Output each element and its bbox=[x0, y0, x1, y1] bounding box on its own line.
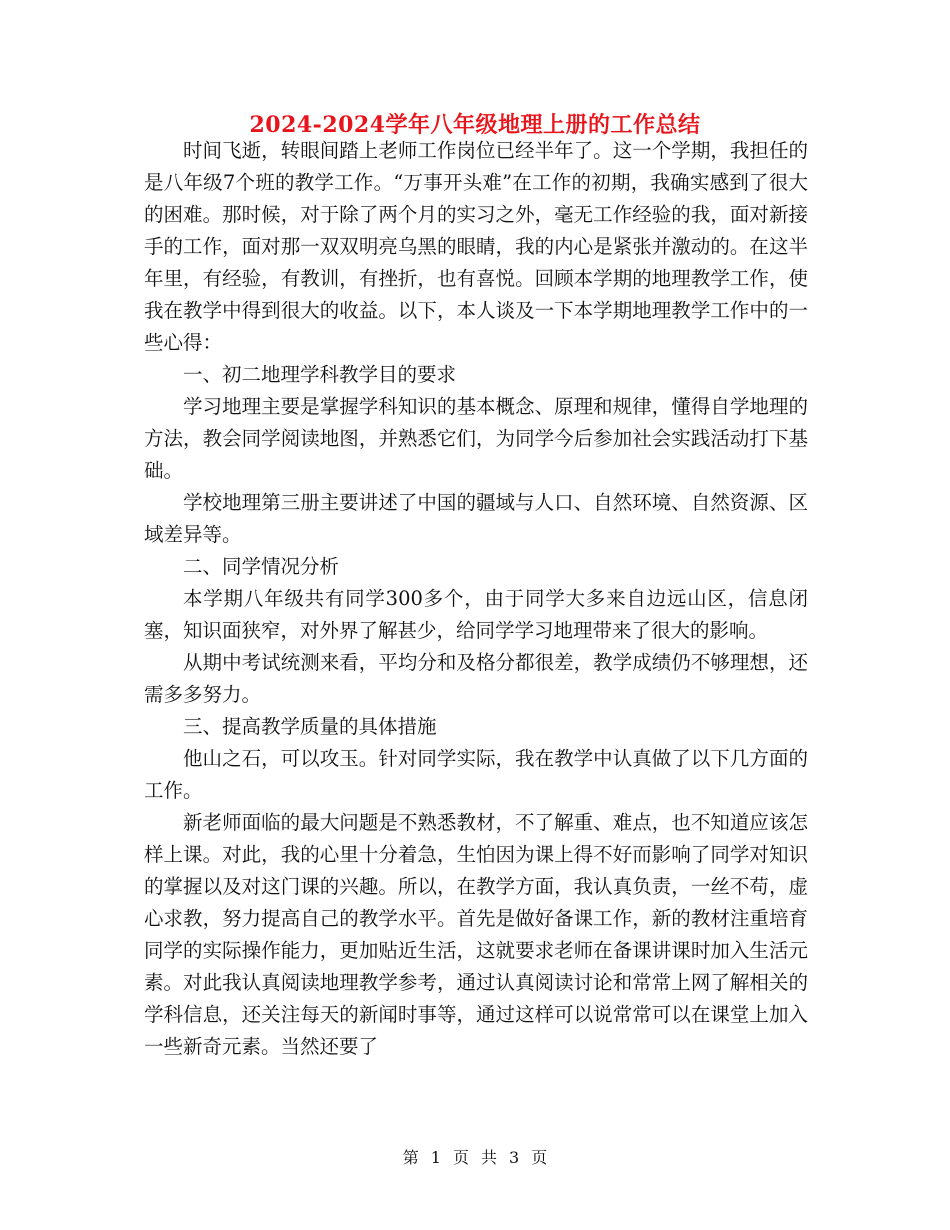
paragraph-exam-results: 从期中考试统测来看，平均分和及格分都很差，教学成绩仍不够理想，还需多多努力。 bbox=[144, 651, 808, 706]
section-heading-2: 二、同学情况分析 bbox=[183, 555, 340, 578]
footer-page-mid: 页 bbox=[452, 1148, 469, 1167]
footer-total-suffix: 页 bbox=[531, 1148, 548, 1167]
document-title: 2024-2024学年八年级地理上册的工作总结 bbox=[249, 112, 701, 138]
paragraph-textbook-content: 学校地理第三册主要讲述了中国的疆域与人口、自然环境、自然资源、区域差异等。 bbox=[144, 491, 808, 546]
document-body bbox=[144, 135, 808, 1063]
page-footer bbox=[0, 1146, 950, 1170]
section-heading-1: 一、初二地理学科教学目的要求 bbox=[183, 363, 457, 386]
footer-total-prefix: 共 bbox=[481, 1148, 498, 1167]
paragraph-teaching-goals: 学习地理主要是掌握学科知识的基本概念、原理和规律，懂得自学地理的方法，教会同学阅读地图，并熟悉它们，为同学今后参加社会实践活动打下基础。 bbox=[144, 395, 808, 482]
paragraph-measures-intro: 他山之石，可以攻玉。针对同学实际，我在教学中认真做了以下几方面的工作。 bbox=[144, 747, 808, 802]
paragraph-student-situation: 本学期八年级共有同学300多个，由于同学大多来自边远山区，信息闭塞，知识面狭窄，对外界了解甚少，给同学学习地理带来了很大的影响。 bbox=[144, 587, 808, 642]
footer-page-number: 1 bbox=[430, 1148, 441, 1167]
paragraph-lesson-preparation: 新老师面临的最大问题是不熟悉教材，不了解重、难点，也不知道应该怎样上课。对此，我的心里十分着急，生怕因为课上得不好而影响了同学对知识的掌握以及对这门课的兴趣。所以，在教学方面，我认真负责，一丝不苟，虚心求教，努力提高自己的教学水平。首先是做好备课工作，新的教材注重培育同学的实际操作能力，更加贴近生活，这就要求老师在备课讲课时加入生活元素。对此我认真阅读地理教学参考，通过认真阅读讨论和常常上网了解相关的学科信息，还关注每天的新闻时事等，通过这样可以说常常可以在课堂上加入一些新奇元素。当然还要了 bbox=[144, 811, 808, 1058]
footer-total-pages: 3 bbox=[509, 1148, 520, 1167]
paragraph-intro: 时间飞逝，转眼间踏上老师工作岗位已经半年了。这一个学期，我担任的是八年级7个班的教学工作。“万事开头难”在工作的初期，我确实感到了很大的困难。那时候，对于除了两个月的实习之外，毫无工作经验的我，面对新接手的工作，面对那一双双明亮乌黑的眼睛，我的内心是紧张并激动的。在这半年里，有经验，有教训，有挫折，也有喜悦。回顾本学期的地理教学工作，使我在教学中得到很大的收益。以下，本人谈及一下本学期地理教学工作中的一些心得： bbox=[144, 139, 808, 354]
footer-page-prefix: 第 bbox=[402, 1148, 419, 1167]
section-heading-3: 三、提高教学质量的具体措施 bbox=[183, 715, 437, 738]
